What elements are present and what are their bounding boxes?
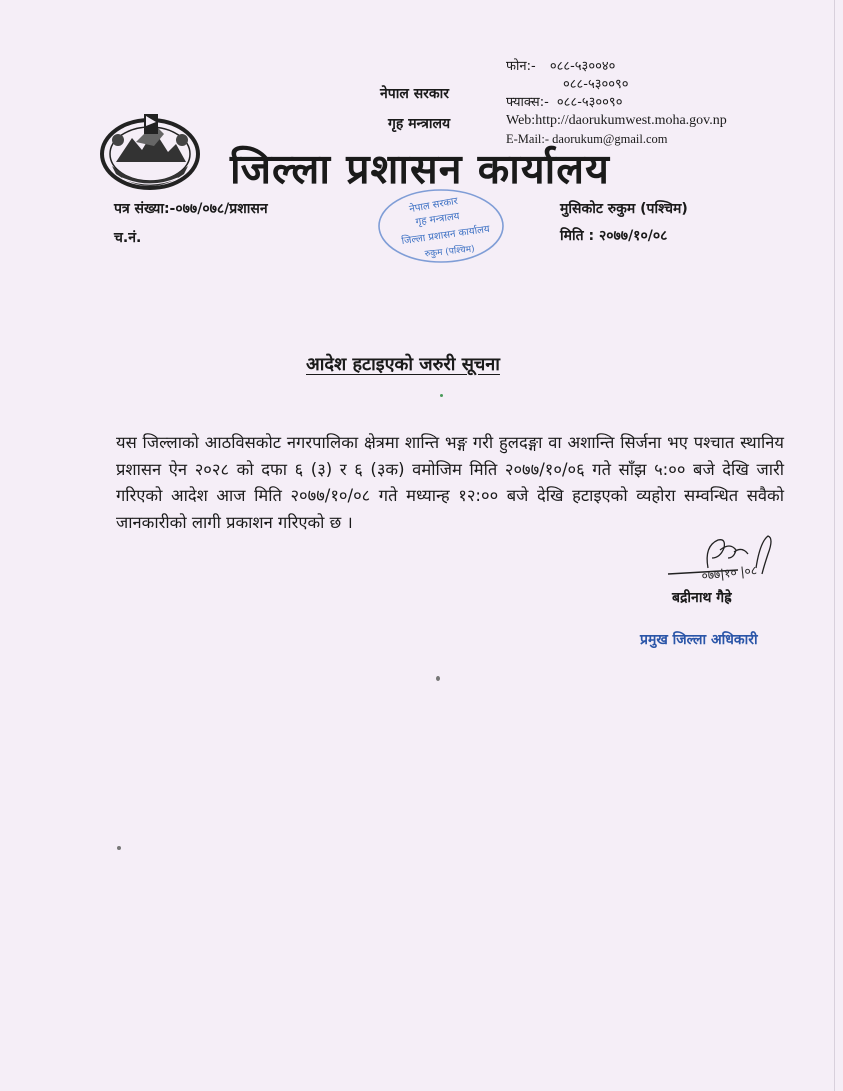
ministry-name: गृह मन्त्रालय <box>388 116 451 132</box>
notice-title: आदेश हटाइएको जरुरी सूचना <box>306 354 500 375</box>
fax-label: फ्याक्स:- <box>506 95 549 110</box>
office-title: जिल्ला प्रशासन कार्यालय <box>230 145 610 193</box>
nepal-emblem-icon <box>98 100 202 196</box>
stamp-line-1: नेपाल सरकार <box>408 195 459 216</box>
phone-number-1: ०८८-५३००४० <box>549 59 616 74</box>
stamp-line-2: गृह मन्त्रालय <box>415 211 461 229</box>
signatory-title: प्रमुख जिल्ला अधिकारी <box>640 632 758 648</box>
paper-speck <box>117 846 121 850</box>
official-stamp <box>376 186 506 266</box>
page-edge <box>834 0 835 1091</box>
stamp-line-4: रुकुम (पश्चिम) <box>424 244 476 260</box>
phone-row-2 <box>506 76 727 94</box>
reference-number: पत्र संख्या:-०७७/०७८/प्रशासन <box>114 201 268 217</box>
contact-block <box>506 58 727 148</box>
notice-body: यस जिल्लाको आठविसकोट नगरपालिका क्षेत्रमा शान्ति भङ्ग गरी हुलदङ्गा वा अशान्ति सिर्जना भए पश्चात स्थानिय प्रशासन ऐन २०२८ को दफा ६ (३) र ६ (३क) वमोजिम मिति २०७७/१०/०६ गते साँझ ५:०० बजे देखि जारी गरिएको आदेश आज मिति २०७७/१०/०८ गते मध्यान्ह १२:०० बजे देखि हटाइएको व्यहोरा सम्वन्धित सवैको जानकारीको लागी प्रकाशन गरिएको छ । <box>116 433 784 532</box>
office-location: मुसिकोट रुकुम (पश्चिम) <box>560 201 688 217</box>
paper-speck <box>440 394 443 397</box>
fax-row <box>506 94 727 112</box>
phone-number-2: ०८८-५३००९० <box>563 77 629 92</box>
phone-label: फोन:- <box>506 59 536 74</box>
email-link[interactable]: E-Mail:- daorukum@gmail.com <box>506 132 668 146</box>
phone-row-1 <box>506 58 727 76</box>
website-link[interactable]: Web:http://daorukumwest.moha.gov.np <box>506 113 727 128</box>
signatory-name: बद्रीनाथ गैह्रे <box>672 590 732 606</box>
signature-date: ०७७|१० |०८ <box>700 563 758 583</box>
letter-date: मिति : २०७७/१०/०८ <box>560 228 668 244</box>
dispatch-number: च.नं. <box>114 230 142 246</box>
paper-speck <box>436 676 440 681</box>
government-name: नेपाल सरकार <box>380 86 450 102</box>
stamp-line-3: जिल्ला प्रशासन कार्यालय <box>400 223 491 248</box>
fax-number: ०८८-५३००९० <box>556 95 623 110</box>
handwritten-signature <box>664 528 794 592</box>
